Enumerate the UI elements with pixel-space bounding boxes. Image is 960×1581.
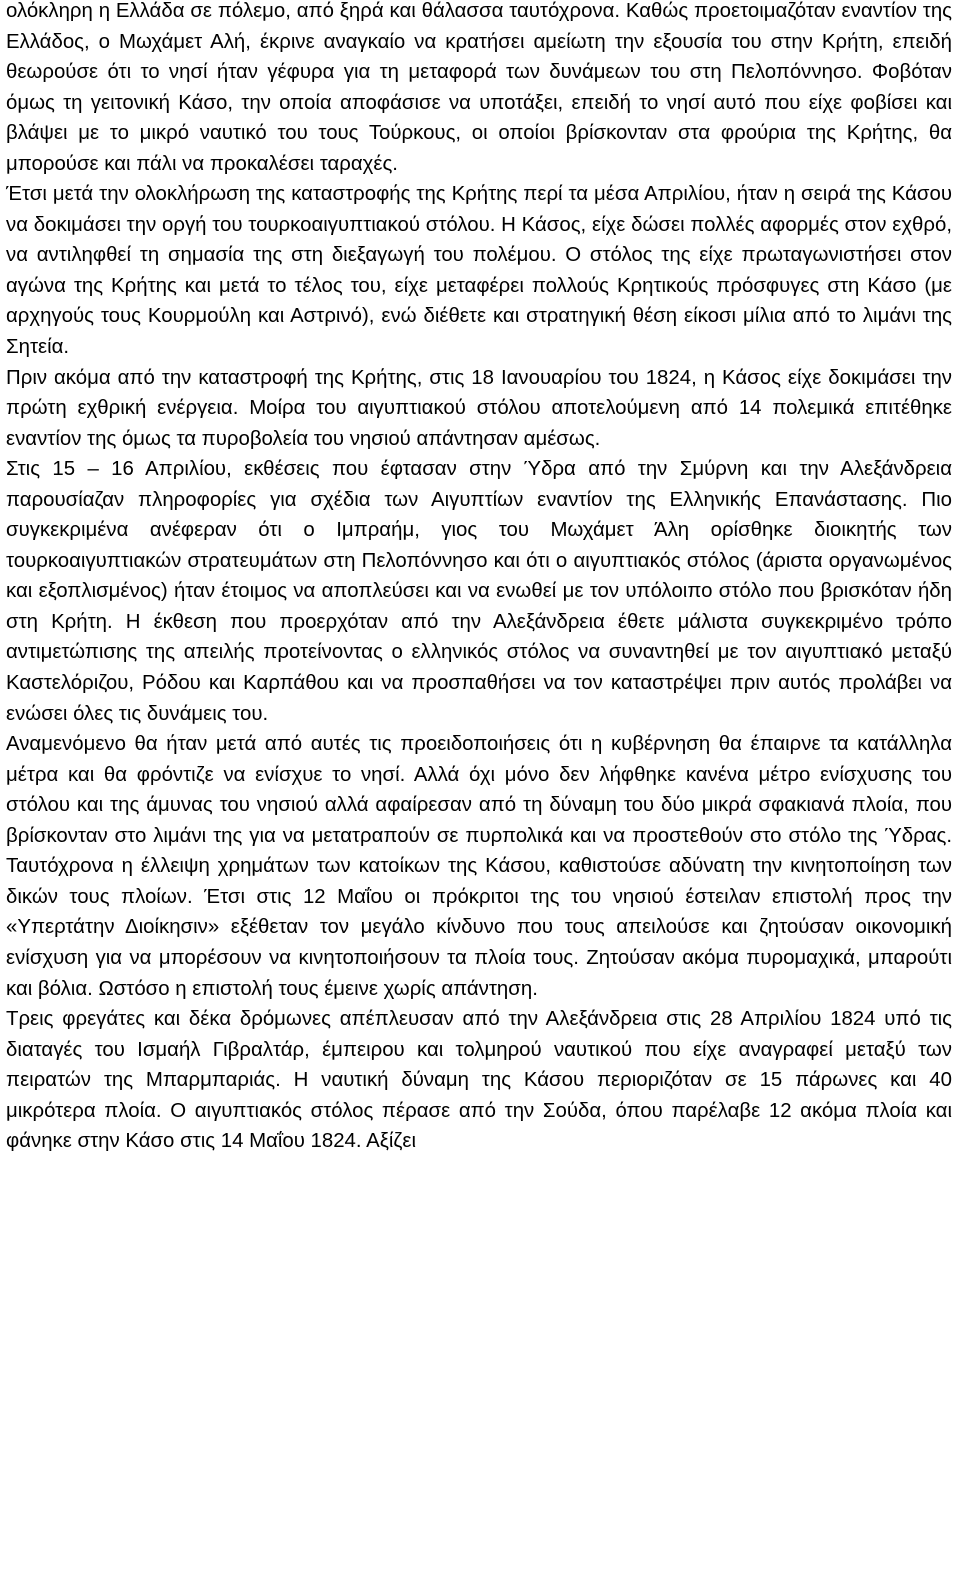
paragraph-egyptian-fleet-departure: Τρεις φρεγάτες και δέκα δρόμωνες απέπλευσαν από την Αλεξάνδρεια στις 28 Απριλίου 1824 υπό τις διαταγές του Ισμαήλ Γιβραλτάρ, έμπειρου και τολμηρού ναυτικού που είχε αναγραφεί μεταξύ των πειρατών της Μπαρμπαριάς. Η ναυτική δύναμη της Κάσου περιοριζόταν σε 15 πάρωνες και 40 μικρότερα πλοία. Ο αιγυπτιακός στόλος πέρασε από την Σούδα, όπου παρέλαβε 12 ακόμα πλοία και φάνηκε στην Κάσο στις 14 Μαΐου 1824. Αξίζει <box>6 1008 952 1153</box>
document-page <box>6 0 952 1157</box>
paragraph-kasos-fleet-role: Έτσι μετά την ολοκλήρωση της καταστροφής της Κρήτης περί τα μέσα Απριλίου, ήταν η σειρά της Κάσου να δοκιμάσει την οργή του τουρκοαιγυπτιακού στόλου. Η Κάσος, είχε δώσει πολλές αφορμές στον εχθρό, να αντιληφθεί τη σημασία της στη διεξαγωγή του πολέμου. Ο στόλος της είχε πρωταγωνιστήσει στον αγώνα της Κρήτης και μετά το τέλος του, είχε μεταφέρει πολλούς Κρητικούς πρόσφυγες στη Κάσο (με αρχηγούς τους Κουρμούλη και Αστρινό), ενώ διέθετε και στρατηγική θέση είκοσι μίλια από το λιμάνι της Σητεία. <box>6 183 952 359</box>
paragraph-government-inaction: Αναμενόμενο θα ήταν μετά από αυτές τις προειδοποιήσεις ότι η κυβέρνηση θα έπαιρνε τα κατάλληλα μέτρα και θα φρόντιζε να ενίσχυε το νησί. Αλλά όχι μόνο δεν λήφθηκε κανένα μέτρο ενίσχυσης του στόλου και της άμυνας του νησιού αλλά αφαίρεσαν από τη δύναμη του δύο μικρά σφακιανά πλοία, που βρίσκονταν στο λιμάνι της για να μετατραπούν σε πυρπολικά και να προστεθούν στο στόλο της Ύδρας. Ταυτόχρονα η έλλειψη χρημάτων των κατοίκων της Κάσου, καθιστούσε αδύνατη την κινητοποίηση των δικών τους πλοίων. Έτσι στις 12 Μαΐου οι πρόκριτοι της του νησιού έστειλαν επιστολή προς την «Υπερτάτην Διοίκησιν» εξέθεταν τον μεγάλο κίνδυνο που τους απειλούσε και ζητούσαν οικονομική ενίσχυση για να μπορέσουν να κινητοποιήσουν τα πλοία τους. Ζητούσαν ακόμα πυρομαχικά, μπαρούτι και βόλια. Ωστόσο η επιστολή τους έμεινε χωρίς απάντηση. <box>6 733 952 1000</box>
paragraph-first-attack: Πριν ακόμα από την καταστροφή της Κρήτης, στις 18 Ιανουαρίου του 1824, η Κάσος είχε δοκιμάσει την πρώτη εχθρική ενέργεια. Μοίρα του αιγυπτιακού στόλου αποτελούμενη από 14 πολεμικά επιτέθηκε εναντίον της όμως τα πυροβολεία του νησιού απάντησαν αμέσως. <box>6 366 952 450</box>
paragraph-intelligence-reports: Στις 15 – 16 Απριλίου, εκθέσεις που έφτασαν στην Ύδρα από την Σμύρνη και την Αλεξάνδρεια παρουσίαζαν πληροφορίες για σχέδια των Αιγυπτίων εναντίον της Ελληνικής Επανάστασης. Πιο συγκεκριμένα ανέφεραν ότι ο Ιμπραήμ, γιος του Μωχάμετ Άλη ορίσθηκε διοικητής των τουρκοαιγυπτιακών στρατευμάτων στη Πελοπόννησο και ότι ο αιγυπτιακός στόλος (άριστα οργανωμένος και εξοπλισμένος) ήταν έτοιμος να αποπλεύσει και να ενωθεί με τον υπόλοιπο στόλο που βρισκόταν ήδη στη Κρήτη. Η έκθεση που προερχόταν από την Αλεξάνδρεια έθετε μάλιστα συγκεκριμένο τρόπο αντιμετώπισης της απειλής προτείνοντας ο ελληνικός στόλος να συναντηθεί με τον αιγυπτιακό μεταξύ Καστελόριζου, Ρόδου και Καρπάθου και να προσπαθήσει να τον καταστρέψει πριν αυτός προλάβει να ενώσει όλες τις δυνάμεις του. <box>6 458 952 725</box>
paragraph-kasos-context: ολόκληρη η Ελλάδα σε πόλεμο, από ξηρά και θάλασσα ταυτόχρονα. Καθώς προετοιμαζόταν εναντίον της Ελλάδος, ο Μωχάμετ Αλή, έκρινε αναγκαίο να κρατήσει αμείωτη την εξουσία του στην Κρήτη, επειδή θεωρούσε ότι το νησί ήταν γέφυρα για τη μεταφορά των δυνάμεων του στη Πελοπόννησο. Φοβόταν όμως τη γειτονική Κάσο, την οποία αποφάσισε να υποτάξει, επειδή το νησί αυτό που είχε φοβίσει και βλάψει με το μικρό ναυτικό του τους Τούρκους, οι οποίοι βρίσκονταν στα φρούρια της Κρήτης, θα μπορούσε και πάλι να προκαλέσει ταραχές. <box>6 0 952 175</box>
